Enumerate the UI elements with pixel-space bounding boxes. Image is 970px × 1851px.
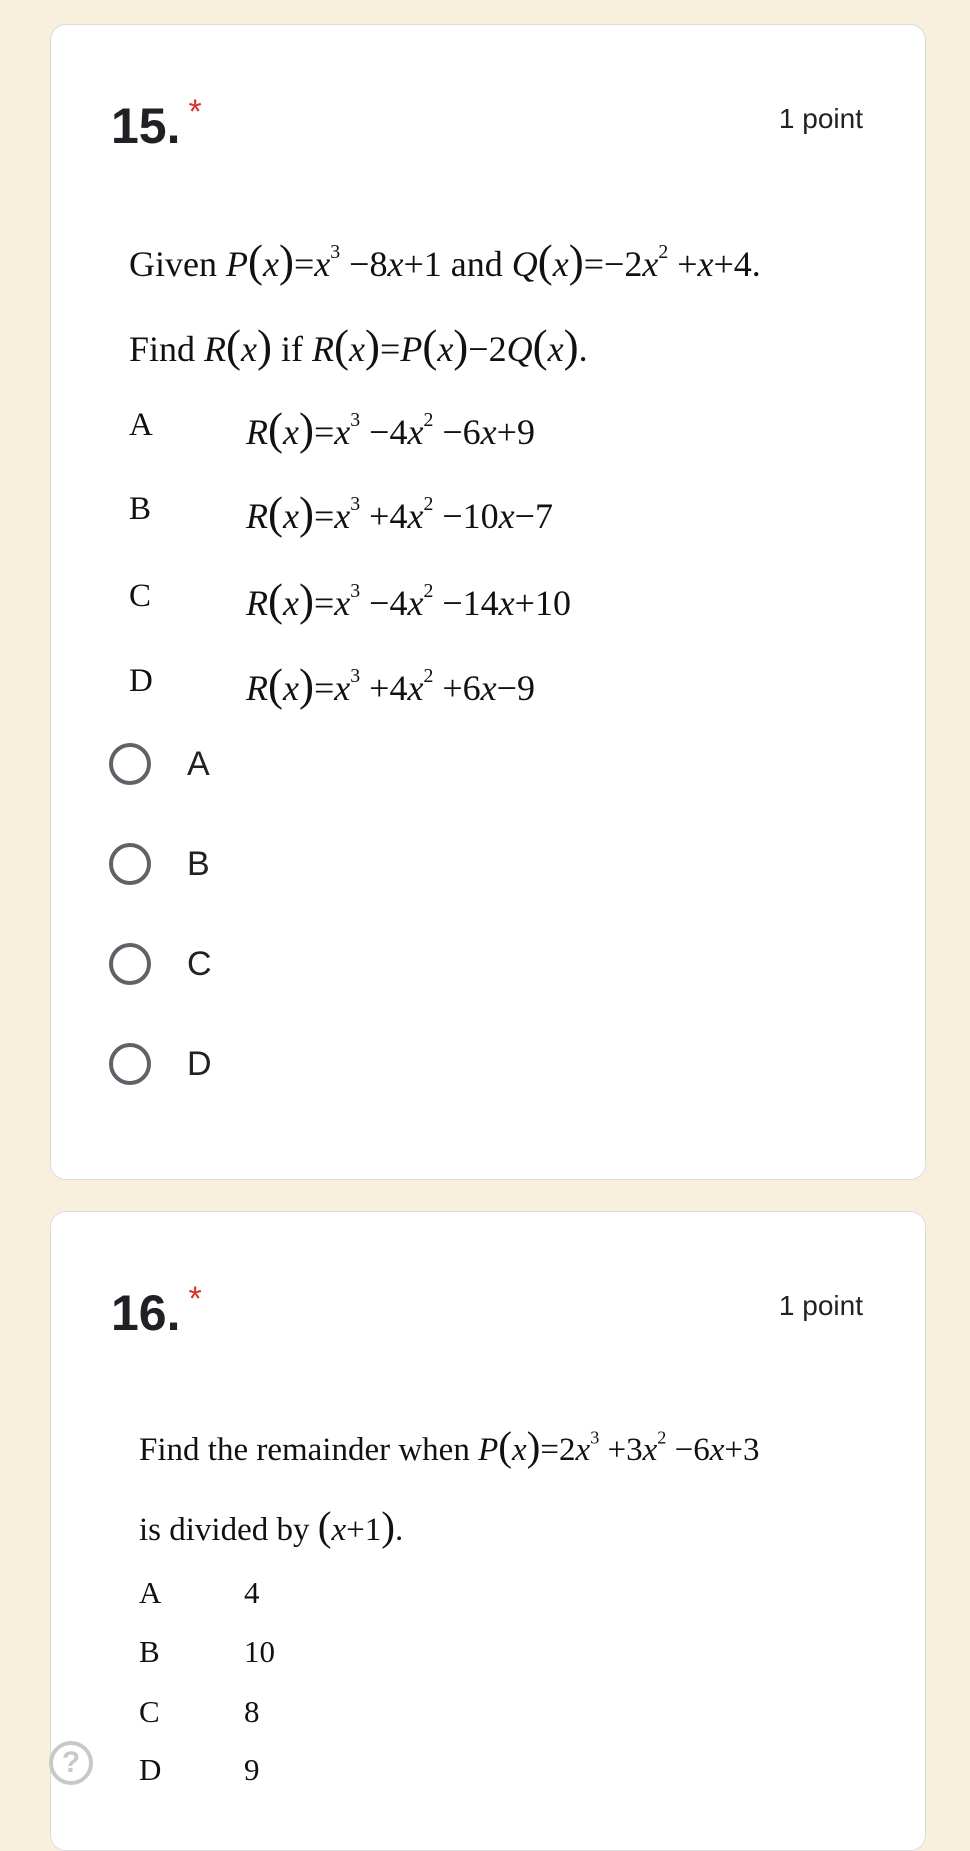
option-value: 10: [244, 1634, 275, 1669]
option-expression-c: $R(x)=x^3 -4x^2 -14x+10$: [246, 575, 571, 625]
question-prompt-line-2: is divided by (x+1).: [139, 1503, 404, 1549]
choice-label: A: [187, 744, 210, 783]
option-letter: C: [139, 1694, 160, 1729]
option-value: 9: [244, 1752, 260, 1787]
option-letter: A: [129, 407, 153, 443]
option-letter: D: [129, 663, 153, 699]
option-expression-b: $R(x)=x^3 +4x^2 -10x-7$: [246, 488, 553, 538]
required-star: *: [188, 1280, 202, 1318]
option-letter: D: [139, 1752, 162, 1787]
question-prompt-line-1: Find the remainder when $P(x)=2x^3 +3x^2 -6x+3$: [139, 1423, 760, 1469]
option-letter: B: [139, 1634, 160, 1669]
choice-c[interactable]: [109, 943, 212, 985]
choice-d[interactable]: [109, 1043, 212, 1085]
option-letter: B: [129, 491, 152, 527]
radio-button[interactable]: [109, 743, 151, 785]
question-points: 1 point: [778, 1290, 863, 1321]
question-card-16: [50, 1211, 926, 1851]
question-number: 15. *: [111, 93, 202, 154]
radio-button[interactable]: [109, 943, 151, 985]
choice-label: D: [187, 1044, 212, 1083]
option-expression-a: $R(x)=x^3 -4x^2 -6x+9$: [246, 404, 535, 454]
question-prompt-line-1: Given $P(x)=x^3 -8x+1$ and $Q(x)=-2x^2 +x+4$.: [129, 236, 761, 286]
option-expression-d: $R(x)=x^3 +4x^2 +6x-9$: [246, 660, 535, 710]
option-letter: A: [139, 1575, 162, 1610]
option-value: 8: [244, 1694, 260, 1729]
option-value: 4: [244, 1575, 260, 1610]
required-star: *: [188, 93, 202, 131]
choice-a[interactable]: [109, 743, 210, 785]
choice-b[interactable]: [109, 843, 210, 885]
option-letter: C: [129, 578, 152, 614]
question-number: 16. *: [111, 1280, 202, 1341]
radio-button[interactable]: [109, 1043, 151, 1085]
question-points: 1 point: [778, 103, 863, 134]
question-prompt-line-2: Find R(x) if R(x)=P(x)−2Q(x).: [129, 321, 588, 371]
choice-label: B: [187, 844, 210, 883]
question-card-15: [50, 24, 926, 1180]
help-icon[interactable]: ?: [49, 1741, 93, 1785]
radio-button[interactable]: [109, 843, 151, 885]
choice-label: C: [187, 944, 212, 983]
